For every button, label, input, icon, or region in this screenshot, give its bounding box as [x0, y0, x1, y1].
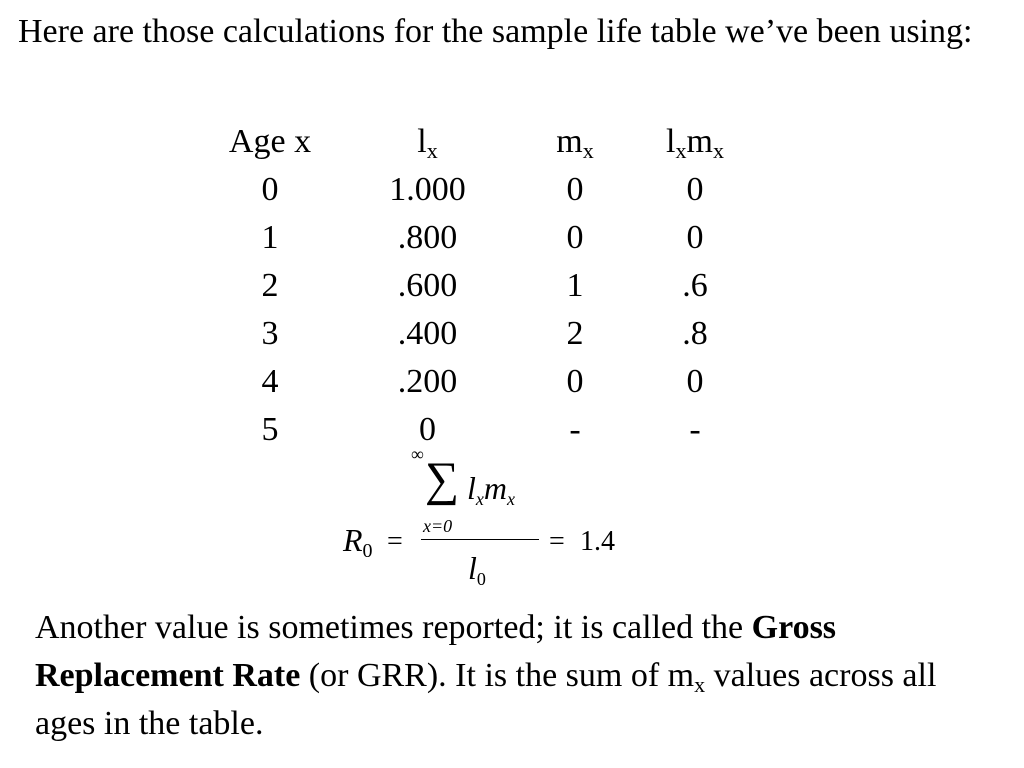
- formula-fraction-bar: [421, 539, 539, 540]
- formula-equals-sign: =: [387, 526, 403, 557]
- header-lxmx-sub2: x: [712, 138, 724, 163]
- header-lx-sub: x: [426, 138, 438, 163]
- formula-num-m: m: [483, 470, 507, 506]
- cell-age: 0: [261, 171, 279, 208]
- formula-den-base: l: [468, 550, 477, 586]
- formula-numerator: [467, 468, 515, 519]
- formula-equals-sign-2: =: [549, 526, 565, 557]
- formula-upper-limit: ∞: [411, 444, 424, 464]
- cell-lxmx: 0: [686, 363, 704, 400]
- formula-sigma-symbol: ∑: [425, 453, 460, 506]
- cell-lx: 0: [419, 411, 436, 448]
- cell-lx: 1.000: [389, 171, 466, 208]
- outro-bold-term: Gross Replacement Rate: [35, 609, 837, 694]
- header-lx: [325, 118, 530, 166]
- cell-lx: .400: [397, 315, 458, 352]
- life-table-header-row: [215, 118, 770, 166]
- outro-part3: values across all ages in the table.: [35, 657, 937, 742]
- formula-lhs: [343, 520, 373, 571]
- formula-lower-limit: x=0: [423, 516, 453, 536]
- cell-lxmx: -: [689, 411, 701, 448]
- cell-lx: .200: [397, 363, 458, 400]
- cell-age: 1: [261, 219, 279, 256]
- cell-lxmx: 0: [686, 171, 704, 208]
- header-lx-base: l: [417, 123, 427, 160]
- header-age: Age x: [228, 123, 312, 160]
- table-row: [215, 262, 770, 310]
- life-table-container: [215, 118, 770, 454]
- cell-lx: .600: [397, 267, 458, 304]
- formula-den-sub: 0: [476, 569, 486, 589]
- r0-formula: [335, 440, 655, 600]
- formula-lhs-sub: 0: [362, 540, 373, 562]
- outro-paragraph: [35, 604, 995, 748]
- outro-part1: Another value is sometimes reported; it is called the: [35, 609, 752, 646]
- cell-lxmx: .6: [682, 267, 708, 304]
- table-row: [215, 166, 770, 214]
- formula-num-sub2: x: [507, 489, 515, 509]
- life-table: [215, 118, 770, 454]
- header-mx-base: m: [556, 123, 583, 160]
- header-lxmx-sub1: x: [675, 138, 687, 163]
- cell-mx: 0: [566, 219, 584, 256]
- cell-mx: 0: [566, 171, 584, 208]
- formula-num-sub1: x: [475, 489, 484, 509]
- formula-denominator: [468, 548, 486, 599]
- header-mx-sub: x: [582, 138, 594, 163]
- cell-mx: 0: [566, 363, 584, 400]
- cell-mx: 1: [566, 267, 584, 304]
- table-row: [215, 214, 770, 262]
- outro-sub: x: [694, 672, 706, 697]
- table-row: [215, 358, 770, 406]
- cell-age: 4: [261, 363, 279, 400]
- formula-lhs-base: R: [343, 522, 363, 558]
- cell-mx: -: [569, 411, 581, 448]
- formula-result: 1.4: [580, 526, 615, 557]
- header-lxmx-m: m: [686, 123, 713, 160]
- cell-lxmx: 0: [686, 219, 704, 256]
- outro-part2: (or GRR). It is the sum of m: [300, 657, 695, 694]
- table-row: [215, 310, 770, 358]
- cell-lx: .800: [397, 219, 458, 256]
- cell-lxmx: .8: [682, 315, 708, 352]
- header-lxmx: [620, 118, 770, 166]
- cell-mx: 2: [566, 315, 584, 352]
- cell-age: 3: [261, 315, 279, 352]
- intro-paragraph: Here are those calculations for the sample life table we’ve been using:: [18, 13, 973, 50]
- header-lxmx-l: l: [666, 123, 676, 160]
- formula-num-l: l: [467, 470, 476, 506]
- cell-age: 2: [261, 267, 279, 304]
- cell-age: 5: [261, 411, 279, 448]
- header-mx: [530, 118, 620, 166]
